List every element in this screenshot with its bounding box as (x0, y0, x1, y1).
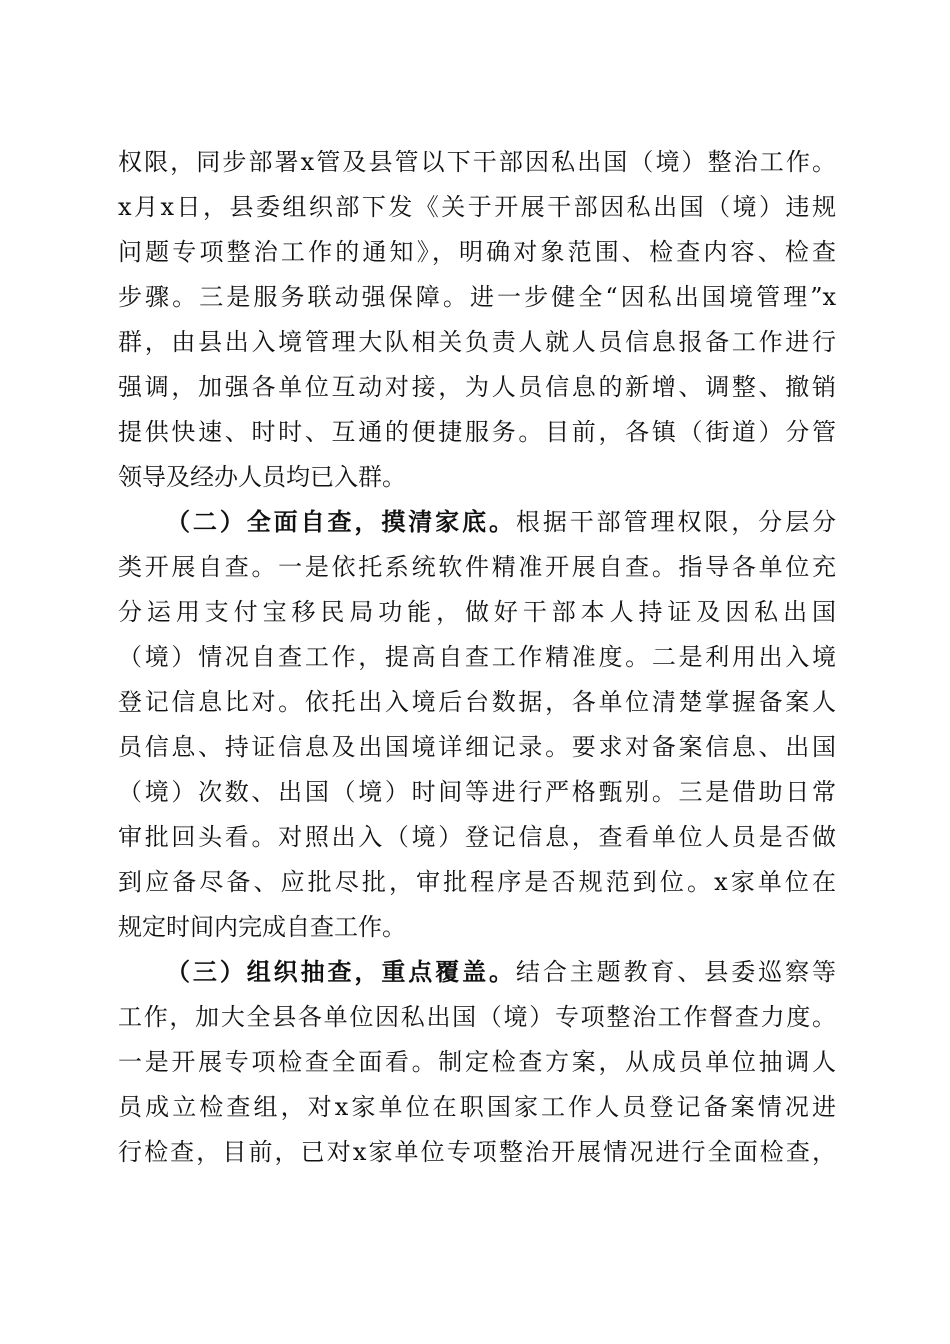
p1-line-6: 强调，加强各单位互动对接，为人员信息的新增、调整、撤销 (118, 373, 836, 401)
p3-heading: （三）组织抽查，重点覆盖。 (166, 957, 516, 986)
p2-first-line (166, 500, 836, 544)
p2-line-3: 分运用支付宝移民局功能，做好干部本人持证及因私出国 (118, 598, 836, 626)
p3-line-5: 行检查，目前，已对x家单位专项整治开展情况进行全面检查， (118, 1138, 836, 1166)
p2-line-9: 到应备尽备、应批尽批，审批程序是否规范到位。x家单位在 (118, 868, 836, 896)
p2-line-10: 规定时间内完成自查工作。 (118, 913, 406, 941)
p1-line-3: 问题专项整治工作的通知》，明确对象范围、检查内容、检查 (118, 238, 836, 266)
p2-line-5: 登记信息比对。依托出入境后台数据，各单位清楚掌握备案人 (118, 688, 836, 716)
p1-line-4: 步骤。三是服务联动强保障。进一步健全“因私出国境管理”x (118, 283, 836, 311)
p2-line-7: （境）次数、出国（境）时间等进行严格甄别。三是借助日常 (118, 778, 836, 806)
p2-line-8: 审批回头看。对照出入（境）登记信息，查看单位人员是否做 (118, 823, 836, 851)
p2-line-4: （境）情况自查工作，提高自查工作精准度。二是利用出入境 (118, 643, 836, 671)
p1-line-5: 群，由县出入境管理大队相关负责人就人员信息报备工作进行 (118, 328, 836, 356)
p3-line-4: 员成立检查组，对x家单位在职国家工作人员登记备案情况进 (118, 1093, 836, 1121)
p2-heading: （二）全面自查，摸清家底。 (166, 507, 516, 536)
p3-first-line-text: 结合主题教育、县委巡察等 (515, 958, 837, 986)
p3-line-2: 工作，加大全县各单位因私出国（境）专项整治工作督查力度。 (118, 1003, 836, 1031)
p1-line-7: 提供快速、时时、互通的便捷服务。目前，各镇（街道）分管 (118, 418, 836, 446)
p1-line-2: x月x日，县委组织部下发《关于开展干部因私出国（境）违规 (118, 193, 836, 221)
p2-line-2: 类开展自查。一是依托系统软件精准开展自查。指导各单位充 (118, 553, 836, 581)
p3-line-3: 一是开展专项检查全面看。制定检查方案，从成员单位抽调人 (118, 1048, 836, 1076)
p1-line-8: 领导及经办人员均已入群。 (118, 463, 406, 491)
p2-line-6: 员信息、持证信息及出国境详细记录。要求对备案信息、出国 (118, 733, 836, 761)
p2-first-line-text: 根据干部管理权限，分层分 (515, 508, 837, 536)
p1-line-1: 权限，同步部署x管及县管以下干部因私出国（境）整治工作。 (118, 148, 836, 176)
p3-first-line (166, 950, 836, 994)
